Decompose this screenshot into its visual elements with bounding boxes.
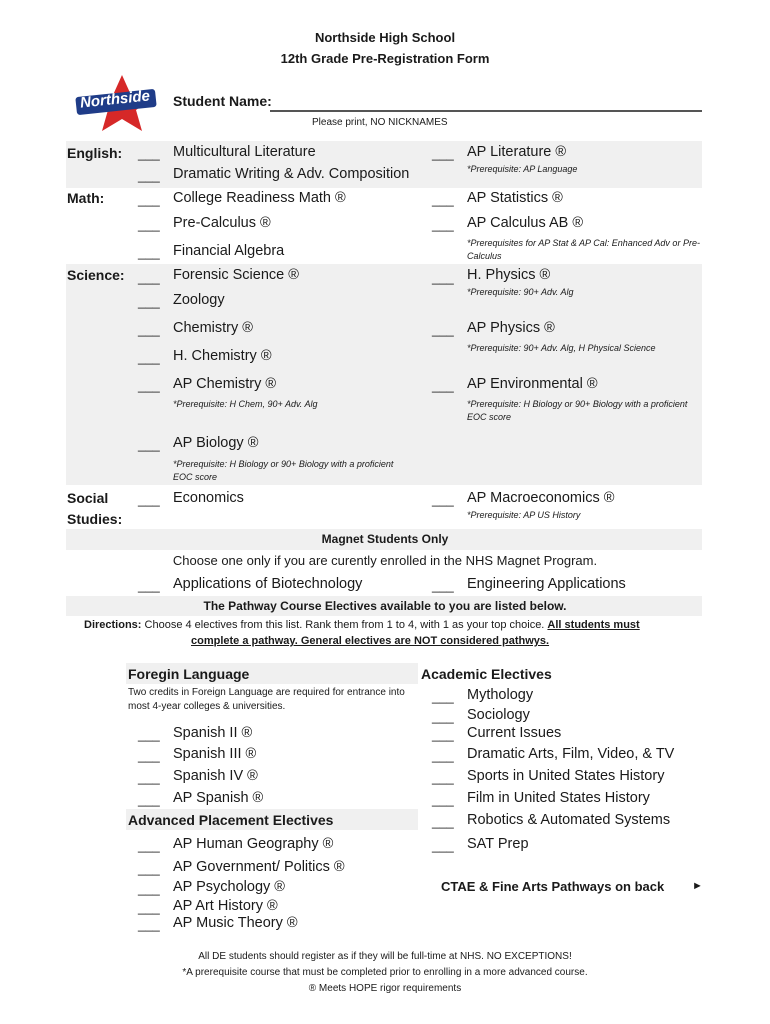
course-college-readiness-math: College Readiness Math ® [173,190,346,206]
form-title: 12th Grade Pre-Registration Form [280,51,490,66]
note-ap-chemistry: *Prerequisite: H Chem, 90+ Adv. Alg [173,399,318,409]
blank-spanish-2[interactable]: ___ [138,727,160,742]
blank-robotics[interactable]: ___ [432,814,454,829]
blank-multicultural[interactable]: ___ [138,146,160,161]
blank-ap-government[interactable]: ___ [138,861,160,876]
course-ap-government: AP Government/ Politics ® [173,859,345,875]
blank-ap-art-history[interactable]: ___ [138,900,160,915]
course-ap-calculus: AP Calculus AB ® [467,215,583,231]
course-mythology: Mythology [467,687,534,703]
english-label: English: [67,145,123,161]
blank-sports-history[interactable]: ___ [432,770,454,785]
blank-ap-macroeconomics[interactable]: ___ [432,492,454,507]
student-name-label: Student Name: [173,93,272,109]
course-engineering: Engineering Applications [467,576,626,592]
blank-spanish-3[interactable]: ___ [138,748,160,763]
academic-electives-title: Academic Electives [421,666,552,682]
blank-ap-music-theory[interactable]: ___ [138,917,160,932]
course-spanish-2: Spanish II ® [173,725,253,741]
blank-ap-psychology[interactable]: ___ [138,881,160,896]
course-ap-chemistry: AP Chemistry ® [173,376,277,392]
pathway-title: The Pathway Course Electives available to you are listed below. [203,599,567,613]
note-h-physics: *Prerequisite: 90+ Adv. Alg [467,287,574,297]
blank-financial-algebra[interactable]: ___ [138,245,160,260]
blank-ap-biology[interactable]: ___ [138,437,160,452]
course-sat-prep: SAT Prep [467,836,529,852]
course-ap-environmental: AP Environmental ® [467,376,598,392]
blank-ap-human-geography[interactable]: ___ [138,838,160,853]
course-multicultural-literature: Multicultural Literature [173,144,316,160]
northside-logo [74,73,164,133]
course-chemistry: Chemistry ® [173,320,253,336]
blank-h-physics[interactable]: ___ [432,270,454,285]
course-dramatic-arts: Dramatic Arts, Film, Video, & TV [467,746,675,762]
directions-text: Choose 4 electives from this list. Rank them from 1 to 4, with 1 as your top choice. [141,619,548,631]
blank-forensic[interactable]: ___ [138,270,160,285]
blank-ap-environmental[interactable]: ___ [432,378,454,393]
course-ap-biology: AP Biology ® [173,435,259,451]
note-ap-biology: *Prerequisite: H Biology or 90+ Biology with a proficient EOC score [173,459,394,482]
note-ap-physics: *Prerequisite: 90+ Adv. Alg, H Physical Science [467,343,656,353]
course-h-chemistry: H. Chemistry ® [173,348,272,364]
course-spanish-4: Spanish IV ® [173,768,258,784]
course-ap-music-theory: AP Music Theory ® [173,915,298,931]
blank-engineering[interactable]: ___ [432,578,454,593]
logo-text: Northside [79,87,151,112]
social-label: Social [67,490,109,506]
science-label: Science: [67,267,125,283]
blank-ap-spanish[interactable]: ___ [138,792,160,807]
course-dramatic-writing: Dramatic Writing & Adv. Composition [173,166,410,182]
course-zoology: Zoology [173,292,225,308]
blank-ap-literature[interactable]: ___ [432,146,454,161]
course-h-physics: H. Physics ® [467,267,551,283]
course-ap-macroeconomics: AP Macroeconomics ® [467,490,615,506]
blank-chemistry[interactable]: ___ [138,322,160,337]
foreign-language-title: Foregin Language [128,666,250,682]
blank-dramatic-arts[interactable]: ___ [432,748,454,763]
course-ap-statistics: AP Statistics ® [467,190,563,206]
blank-current-issues[interactable]: ___ [432,727,454,742]
footer-hope-rigor: ® Meets HOPE rigor requirements [308,983,462,994]
pathway-directions-line2: complete a pathway. General electives are NOT considered pathwys. [191,635,550,647]
course-forensic-science: Forensic Science ® [173,267,299,283]
school-name: Northside High School [314,30,456,45]
magnet-instruction: Choose one only if you are curently enrolled in the NHS Magnet Program. [172,553,598,568]
course-spanish-3: Spanish III ® [173,746,257,762]
directions-must: All students must [547,619,640,631]
course-ap-psychology: AP Psychology ® [173,879,285,895]
foreign-language-note: Two credits in Foreign Language are required for entrance into most 4-year colleges & universities. [128,687,405,712]
blank-biotechnology[interactable]: ___ [138,578,160,593]
course-sociology: Sociology [467,707,530,723]
blank-ap-physics[interactable]: ___ [432,322,454,337]
blank-dramatic-writing[interactable]: ___ [138,168,160,183]
course-sports-history: Sports in United States History [467,768,665,784]
course-biotechnology: Applications of Biotechnology [173,576,363,592]
student-name-field[interactable] [270,110,702,112]
blank-film-history[interactable]: ___ [432,792,454,807]
course-ap-physics: AP Physics ® [467,320,555,336]
ctae-pathways-note: CTAE & Fine Arts Pathways on back [441,879,665,894]
blank-ap-statistics[interactable]: ___ [432,192,454,207]
ap-electives-title: Advanced Placement Electives [128,812,334,828]
course-ap-art-history: AP Art History ® [173,898,278,914]
course-ap-literature: AP Literature ® [467,144,567,160]
course-current-issues: Current Issues [467,725,562,741]
course-ap-spanish: AP Spanish ® [173,790,264,806]
blank-economics[interactable]: ___ [138,492,160,507]
course-ap-human-geography: AP Human Geography ® [173,836,334,852]
magnet-title: Magnet Students Only [321,532,449,546]
blank-ap-chemistry[interactable]: ___ [138,378,160,393]
math-label: Math: [67,190,105,206]
blank-h-chemistry[interactable]: ___ [138,350,160,365]
blank-mythology[interactable]: ___ [432,689,454,704]
directions-label: Directions: [84,619,142,631]
footer-prerequisite-def: *A prerequisite course that must be completed prior to enrolling in a more advanced course. [182,967,588,978]
studies-label: Studies: [67,511,123,527]
course-pre-calculus: Pre-Calculus ® [173,215,271,231]
arrow-right-icon: ► [692,880,703,892]
course-economics: Economics [173,490,244,506]
blank-college-readiness[interactable]: ___ [138,192,160,207]
print-note: Please print, NO NICKNAMES [312,117,448,128]
blank-pre-calculus[interactable]: ___ [138,217,160,232]
note-ap-environmental: *Prerequisite: H Biology or 90+ Biology with a proficient EOC score [467,399,688,422]
note-math-prereq: *Prerequisites for AP Stat & AP Cal: Enhanced Adv or Pre-Calculus [467,238,700,261]
course-robotics: Robotics & Automated Systems [467,812,671,828]
blank-ap-calculus[interactable]: ___ [432,217,454,232]
pathway-directions [84,619,640,631]
blank-zoology[interactable]: ___ [138,294,160,309]
blank-sat-prep[interactable]: ___ [432,838,454,853]
note-ap-literature: *Prerequisite: AP Language [467,164,578,174]
course-film-history: Film in United States History [467,790,650,806]
course-financial-algebra: Financial Algebra [173,243,285,259]
footer-de-students: All DE students should register as if they will be full-time at NHS. NO EXCEPTIONS! [198,951,572,962]
note-ap-macroeconomics: *Prerequisite: AP US History [467,510,581,520]
blank-spanish-4[interactable]: ___ [138,770,160,785]
blank-sociology[interactable]: ___ [432,709,454,724]
